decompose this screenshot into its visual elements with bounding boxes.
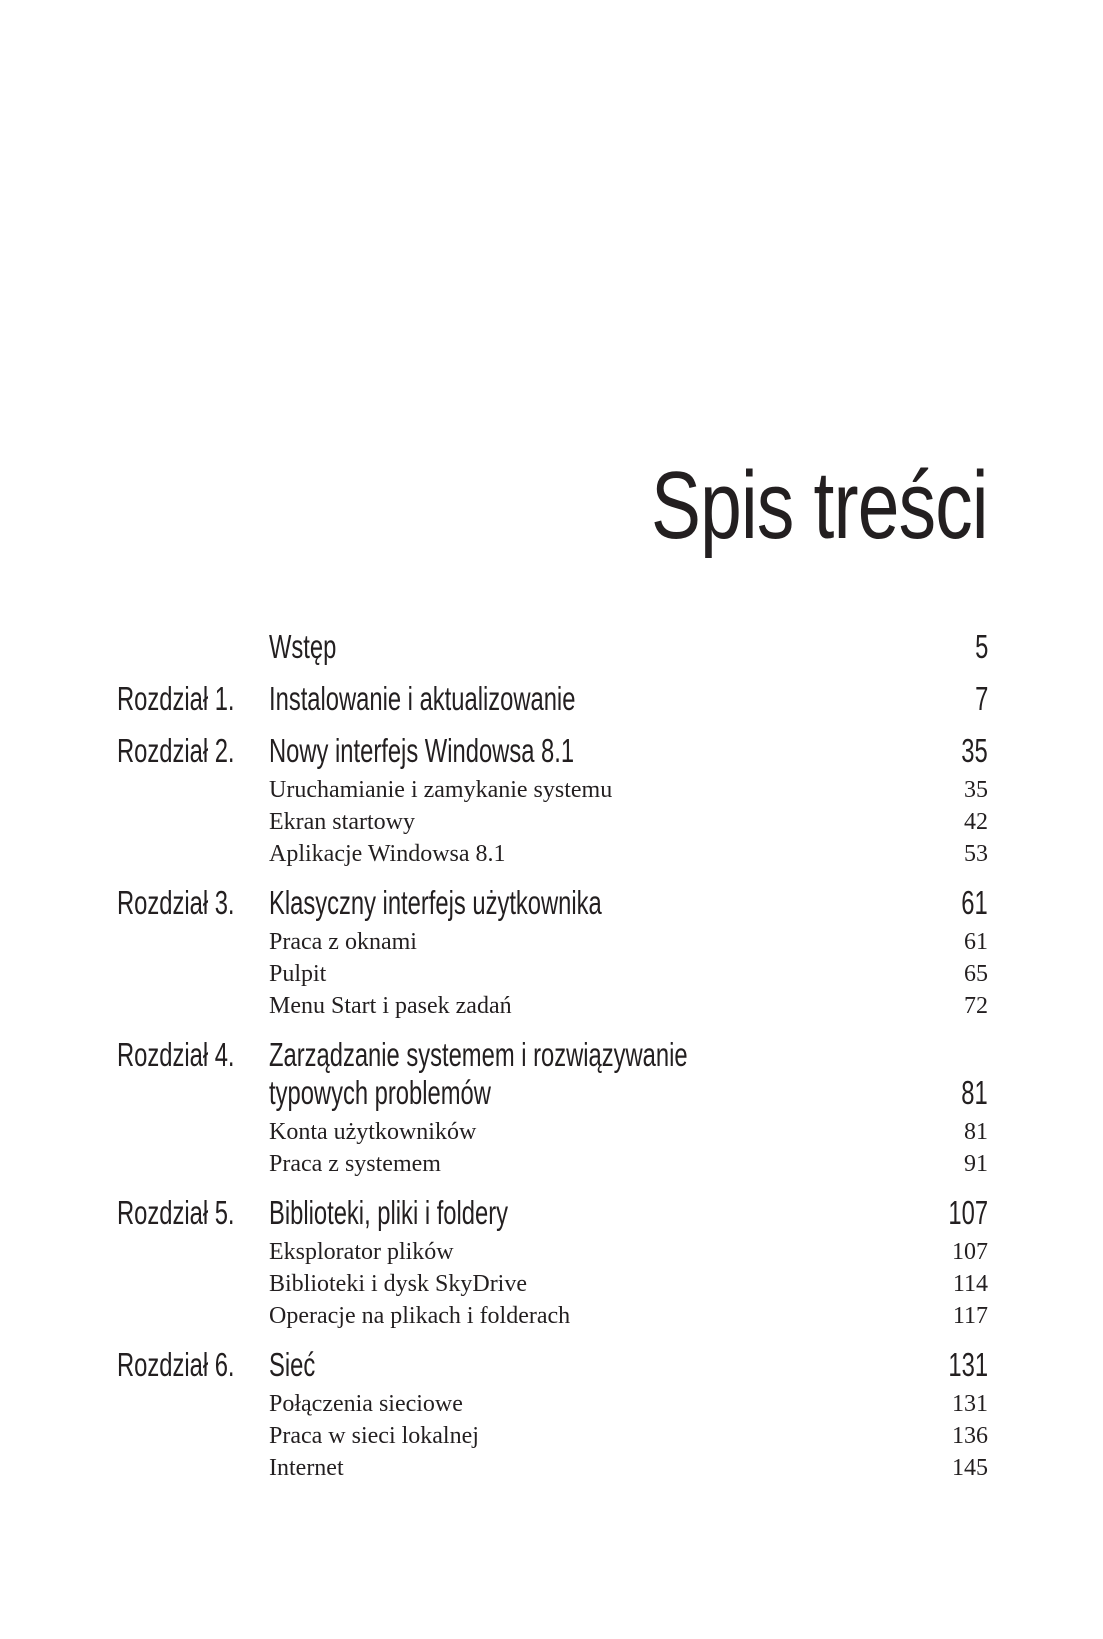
toc-entry-chapter-1 [117,680,988,718]
section-title: Uruchamianie i zamykanie systemu [269,777,613,803]
section-title: Praca z oknami [269,929,417,955]
section-title: Praca w sieci lokalnej [269,1423,479,1449]
section-row[interactable] [117,1300,988,1332]
section-title: Pulpit [269,961,327,987]
chapter-title: Instalowanie i aktualizowanie [269,680,576,717]
section-row[interactable] [117,806,988,838]
section-row[interactable] [117,1388,988,1420]
chapter-title: Wstęp [269,628,337,665]
chapter-title-line-2: typowych problemów [269,1074,491,1111]
chapter-page-number: 35 [961,732,988,769]
toc-entry-chapter-3 [117,884,988,1022]
chapter-row[interactable] [117,884,988,922]
chapter-row[interactable] [117,732,988,770]
section-title: Aplikacje Windowsa 8.1 [269,841,506,867]
chapter-title: Nowy interfejs Windowsa 8.1 [269,732,575,769]
section-title: Menu Start i pasek zadań [269,993,512,1019]
section-list [117,1116,988,1180]
chapter-row[interactable] [117,1194,988,1232]
section-list [117,1236,988,1332]
section-row[interactable] [117,774,988,806]
chapter-row[interactable] [117,1346,988,1384]
section-title: Połączenia sieciowe [269,1391,463,1417]
page-title: Spis treści [651,452,988,559]
chapter-row[interactable] [117,1036,988,1074]
chapter-row-continued[interactable] [117,1074,988,1112]
section-row[interactable] [117,1420,988,1452]
section-page-number: 91 [964,1151,988,1177]
section-page-number: 114 [952,1271,988,1297]
section-row[interactable] [117,990,988,1022]
section-row[interactable] [117,1236,988,1268]
chapter-page-number: 107 [948,1194,988,1231]
chapter-title: Sieć [269,1346,316,1383]
chapter-page-number: 81 [961,1074,988,1111]
section-row[interactable] [117,1268,988,1300]
chapter-page-number: 131 [948,1346,988,1383]
chapter-label: Rozdział 2. [117,732,235,769]
section-row[interactable] [117,1116,988,1148]
section-page-number: 117 [952,1303,988,1329]
chapter-title: Zarządzanie systemem i rozwiązywanie [269,1036,688,1073]
section-row[interactable] [117,838,988,870]
section-page-number: 72 [964,993,988,1019]
section-page-number: 145 [952,1455,988,1481]
section-page-number: 53 [964,841,988,867]
chapter-page-number: 61 [961,884,988,921]
section-page-number: 131 [952,1391,988,1417]
chapter-label: Rozdział 4. [117,1036,235,1073]
chapter-label: Rozdział 1. [117,680,235,717]
chapter-label: Rozdział 5. [117,1194,235,1231]
toc-entry-chapter-2 [117,732,988,870]
chapter-title: Biblioteki, pliki i foldery [269,1194,509,1231]
section-row[interactable] [117,958,988,990]
chapter-label: Rozdział 3. [117,884,235,921]
section-row[interactable] [117,1452,988,1484]
section-page-number: 81 [964,1119,988,1145]
section-page-number: 136 [952,1423,988,1449]
section-title: Praca z systemem [269,1151,441,1177]
section-title: Ekran startowy [269,809,415,835]
section-title: Konta użytkowników [269,1119,477,1145]
section-list [117,774,988,870]
section-title: Biblioteki i dysk SkyDrive [269,1271,527,1297]
section-row[interactable] [117,1148,988,1180]
section-page-number: 61 [964,929,988,955]
section-page-number: 35 [964,777,988,803]
toc-entry-chapter-6 [117,1346,988,1484]
chapter-row[interactable] [117,680,988,718]
section-title: Internet [269,1455,344,1481]
chapter-label: Rozdział 6. [117,1346,235,1383]
chapter-row[interactable] [117,628,988,666]
chapter-page-number: 5 [974,628,988,665]
section-title: Eksplorator plików [269,1239,454,1265]
toc-entry-chapter-5 [117,1194,988,1332]
section-page-number: 42 [964,809,988,835]
toc-entry-intro [117,628,988,666]
toc-entry-chapter-4 [117,1036,988,1180]
section-title: Operacje na plikach i folderach [269,1303,571,1329]
section-row[interactable] [117,926,988,958]
section-list [117,1388,988,1484]
section-page-number: 107 [952,1239,988,1265]
section-list [117,926,988,1022]
section-page-number: 65 [964,961,988,987]
chapter-title: Klasyczny interfejs użytkownika [269,884,602,921]
chapter-page-number: 7 [974,680,988,717]
table-of-contents [117,628,988,1484]
